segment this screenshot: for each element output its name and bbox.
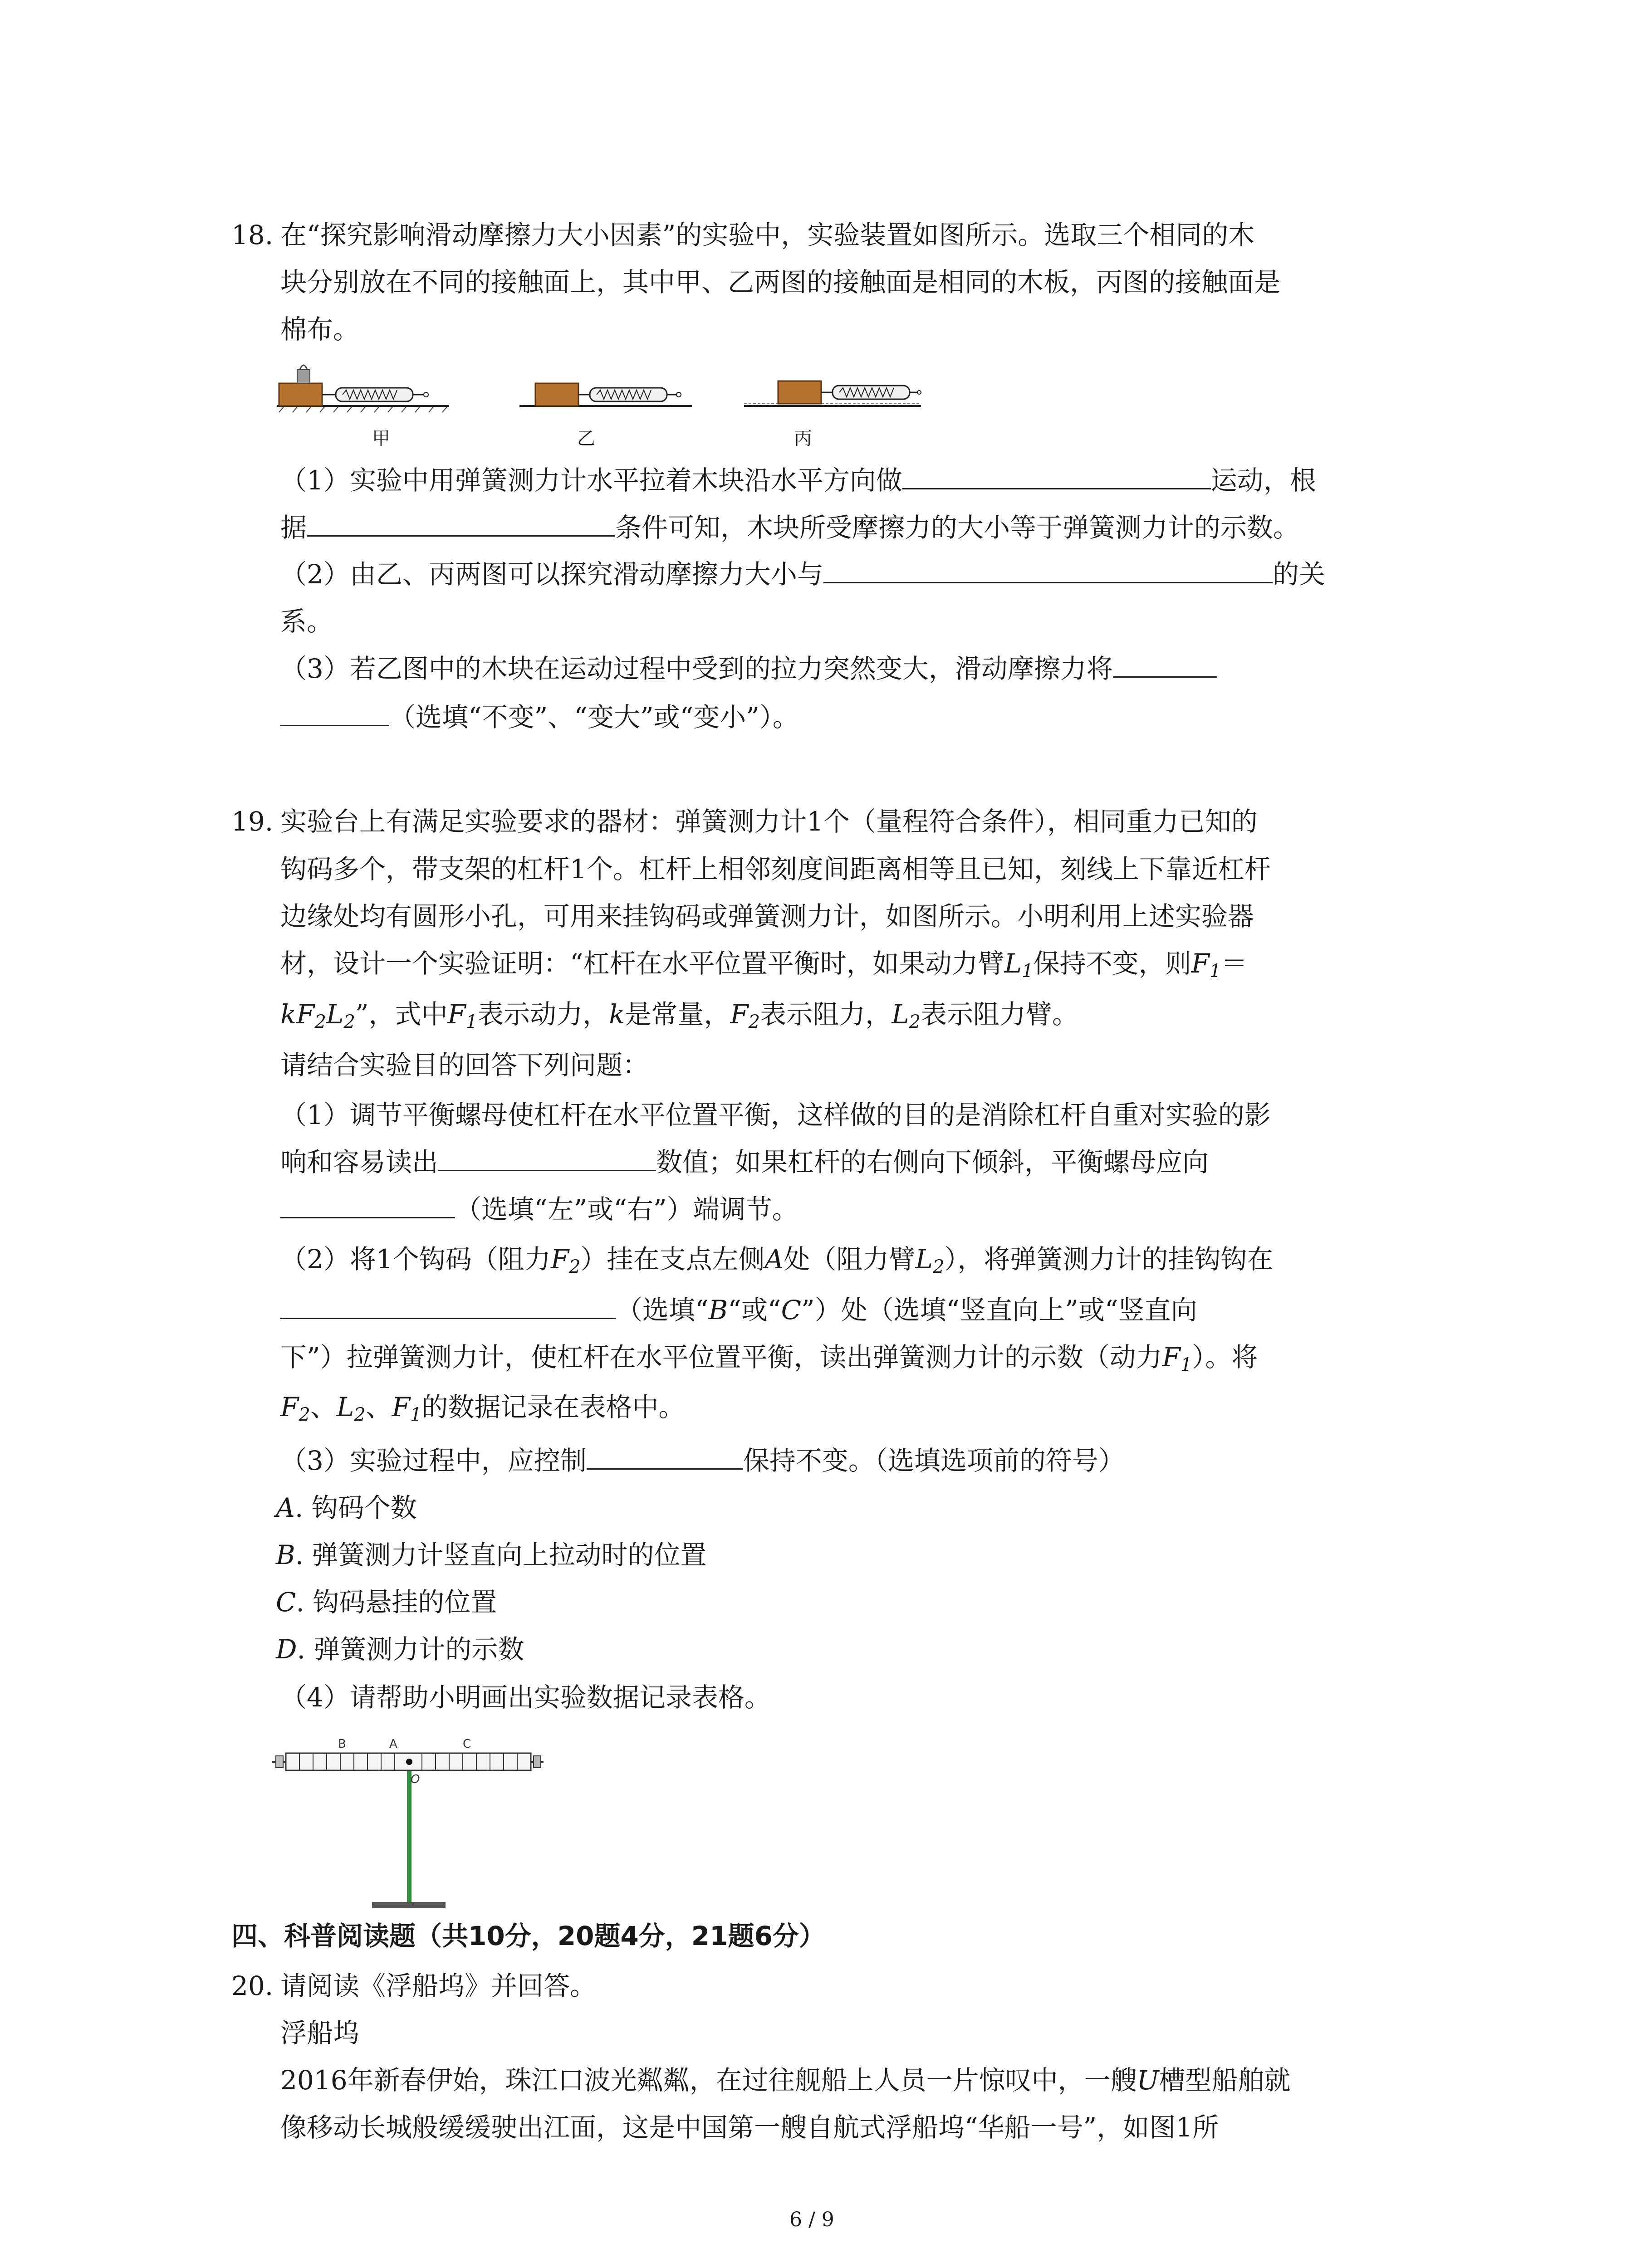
q19-line4-text-a: 材，设计一个实验证明：“杠杆在水平位置平衡时，如果动力臂 xyxy=(280,948,1004,979)
q19-sub1-line1: （1）调节平衡螺母使杠杆在水平位置平衡，这样做的目的是消除杠杆自重对实验的影 xyxy=(280,1100,1271,1130)
q19-sub2-line4 xyxy=(280,1391,685,1423)
comma: 、 xyxy=(310,1392,337,1422)
q19-sub2-text-f: “或“ xyxy=(728,1295,781,1325)
lever-label-c: C xyxy=(463,1737,471,1751)
figure-yi xyxy=(519,383,692,406)
q19-blank-2[interactable] xyxy=(280,1195,455,1218)
q19-sub3-text-b: 保持不变。（选填选项前的符号） xyxy=(743,1445,1125,1476)
q19-number: 19. xyxy=(231,806,274,837)
q19-sub1-text-d: （选填“左”或“右”）端调节。 xyxy=(455,1194,798,1225)
q19-line4-text-c: ＝ xyxy=(1221,948,1248,979)
q18-blank-3[interactable] xyxy=(823,560,1273,583)
balance-nut-left xyxy=(276,1756,283,1768)
symbol-L2: $L_2$ xyxy=(915,1244,945,1277)
stand-base xyxy=(372,1902,446,1908)
q19-sub2-line3 xyxy=(280,1341,1258,1374)
point-B: B xyxy=(708,1295,728,1325)
q19-sub2-text-d: ），将弹簧测力计的挂钩钩在 xyxy=(944,1244,1274,1275)
q19-option-c[interactable] xyxy=(276,1586,497,1618)
q19-line5-text-a: ”，式中 xyxy=(355,999,448,1030)
q19-intro: 请结合实验目的回答下列问题： xyxy=(280,1050,649,1080)
q18-part3-text-b: （选填“不变”、“变大”或“变小”）。 xyxy=(389,702,799,733)
figure-label-jia: 甲 xyxy=(372,428,390,449)
option-letter: C xyxy=(276,1587,296,1618)
symbol-L2: $L_2$ xyxy=(892,999,921,1032)
q18-part1-line1 xyxy=(280,464,1316,497)
section-4-heading: 四、科普阅读题（共10分，20题4分，21题6分） xyxy=(231,1921,825,1951)
q18-blank-4a[interactable] xyxy=(1113,655,1217,678)
q19-blank-3[interactable] xyxy=(280,1296,616,1319)
q18-blank-4b[interactable] xyxy=(280,703,389,726)
figure-label-bing: 丙 xyxy=(794,428,812,449)
q19-sub2-text-j: 的数据记录在表格中。 xyxy=(421,1392,685,1422)
formula-kF2L2: $kF_2L_2$ xyxy=(280,999,355,1032)
q19-blank-4[interactable] xyxy=(587,1447,743,1470)
q19-sub2-text-b: ）挂在支点左侧 xyxy=(580,1244,765,1275)
q19-sub2-line1 xyxy=(280,1243,1273,1276)
symbol-F1: $F_1$ xyxy=(1162,1342,1192,1375)
q19-sub2-text-e: （选填“ xyxy=(616,1295,709,1325)
q18-part3-line1 xyxy=(280,652,1217,685)
lever-label-b: B xyxy=(338,1737,346,1751)
q20-number: 20. xyxy=(231,1970,274,2001)
q18-part2-line2: 系。 xyxy=(280,606,333,637)
q19-line5-text-e: 表示阻力臂。 xyxy=(921,999,1079,1030)
q18-part1-text-d: 条件可知，木块所受摩擦力的大小等于弹簧测力计的示数。 xyxy=(615,512,1300,543)
q20-line2 xyxy=(280,2064,1291,2097)
symbol-F2: $F_2$ xyxy=(280,1392,310,1425)
stand-pole xyxy=(407,1767,411,1903)
q19-sub2-text-h: 下”）拉弹簧测力计，使杠杆在水平位置平衡，读出弹簧测力计的示数（动力 xyxy=(280,1342,1162,1373)
q19-sub1-text-c: 数值；如果杠杆的右侧向下倾斜，平衡螺母应向 xyxy=(656,1147,1209,1178)
q18-stem-line2: 块分别放在不同的接触面上，其中甲、乙两图的接触面是相同的木板，丙图的接触面是 xyxy=(280,267,1281,298)
q18-part1-text-b: 运动，根 xyxy=(1210,465,1316,496)
option-letter: B xyxy=(276,1540,295,1570)
q18-part3-text-a: （3）若乙图中的木块在运动过程中受到的拉力突然变大，滑动摩擦力将 xyxy=(280,653,1113,684)
symbol-F2: $F_2$ xyxy=(550,1244,581,1277)
q19-sub4: （4）请帮助小明画出实验数据记录表格。 xyxy=(280,1682,771,1713)
q18-part3-line2 xyxy=(280,701,799,733)
point-C: C xyxy=(781,1295,801,1325)
symbol-U: U xyxy=(1136,2065,1159,2096)
option-text: . 钩码悬挂的位置 xyxy=(296,1587,497,1618)
q19-stem-line1: 实验台上有满足实验要求的器材：弹簧测力计1个（量程符合条件），相同重力已知的 xyxy=(280,806,1258,837)
q18-part2-text-b: 的关 xyxy=(1272,559,1325,590)
symbol-F2: $F_2$ xyxy=(730,999,760,1032)
q19-line5-text-d: 表示阻力， xyxy=(760,999,892,1030)
q18-friction-figure xyxy=(274,356,923,415)
lever-label-a: A xyxy=(389,1737,397,1751)
q20-line1: 请阅读《浮船坞》并回答。 xyxy=(280,1970,597,2001)
point-A: A xyxy=(764,1244,784,1275)
q19-sub2-text-g: ”）处（选填“竖直向上”或“竖直向 xyxy=(801,1295,1197,1325)
q20-line3: 像移动长城般缓缓驶出江面，这是中国第一艘自航式浮船坞“华船一号”，如图1所 xyxy=(280,2112,1219,2143)
option-letter: D xyxy=(276,1634,297,1665)
lever-label-o: O xyxy=(411,1773,420,1786)
q19-blank-1[interactable] xyxy=(438,1148,656,1171)
option-text: . 弹簧测力计的示数 xyxy=(297,1634,524,1665)
option-text: . 弹簧测力计竖直向上拉动时的位置 xyxy=(295,1540,707,1570)
q19-stem-line4 xyxy=(280,947,1247,980)
q19-line5-text-c: 是常量， xyxy=(625,999,730,1030)
q19-stem-line3: 边缘处均有圆形小孔，可用来挂钩码或弹簧测力计，如图所示。小明利用上述实验器 xyxy=(280,901,1254,932)
pivot-point xyxy=(406,1759,412,1765)
q19-sub2-text-c: 处（阻力臂 xyxy=(784,1244,916,1275)
symbol-L1: $L_1$ xyxy=(1004,948,1034,982)
q18-blank-1[interactable] xyxy=(902,466,1211,489)
q19-sub1-line2 xyxy=(280,1146,1209,1178)
symbol-F1: $F_1$ xyxy=(447,999,478,1032)
q19-sub3-line1 xyxy=(280,1444,1125,1477)
q19-stem-line2: 钩码多个，带支架的杠杆1个。杠杆上相邻刻度间距离相等且已知，刻线上下靠近杠杆 xyxy=(280,854,1271,885)
option-letter: A xyxy=(276,1492,295,1523)
q19-line4-text-b: 保持不变，则 xyxy=(1033,948,1191,979)
figure-label-yi: 乙 xyxy=(577,428,595,449)
q19-option-d[interactable] xyxy=(276,1633,524,1666)
option-text: . 钩码个数 xyxy=(294,1492,417,1523)
q19-sub2-text-i: ）。将 xyxy=(1192,1342,1258,1373)
comma: 、 xyxy=(365,1392,392,1422)
q18-part1-line2 xyxy=(280,511,1299,544)
q18-blank-2[interactable] xyxy=(307,513,615,537)
q19-option-b[interactable] xyxy=(276,1539,707,1571)
symbol-k: k xyxy=(609,999,625,1030)
q18-part1-text-a: （1）实验中用弹簧测力计水平拉着木块沿水平方向做 xyxy=(280,465,902,496)
page-number: 6 / 9 xyxy=(789,2208,834,2231)
q20-line2-text-c: 槽型船舶就 xyxy=(1159,2065,1291,2096)
q18-part2-line1 xyxy=(280,558,1325,591)
symbol-F1: $F_1$ xyxy=(1191,948,1221,982)
balance-nut-right xyxy=(534,1756,541,1768)
q19-sub2-line2 xyxy=(280,1294,1197,1326)
symbol-F1: $F_1$ xyxy=(392,1392,422,1425)
q18-stem-line3: 棉布。 xyxy=(280,314,360,345)
q19-sub2-text-a: （2）将1个钩码（阻力 xyxy=(280,1244,551,1275)
q19-sub1-text-b: 响和容易读出 xyxy=(280,1147,439,1178)
symbol-L2: $L_2$ xyxy=(336,1392,366,1425)
q19-sub3-text-a: （3）实验过程中，应控制 xyxy=(280,1445,587,1476)
lever-figure xyxy=(272,1726,544,1916)
q18-part1-text-c: 据 xyxy=(280,512,307,543)
q18-number: 18. xyxy=(231,220,274,250)
figure-jia xyxy=(277,365,449,412)
q20-line2-text-a: 2016年新春伊始，珠江口波光粼粼，在过往舰船上人员一片惊叹中，一艘 xyxy=(280,2065,1137,2096)
q20-article-title: 浮船坞 xyxy=(280,2018,360,2048)
q18-stem-line1: 在“探究影响滑动摩擦力大小因素”的实验中，实验装置如图所示。选取三个相同的木 xyxy=(280,220,1255,250)
q19-sub1-line3 xyxy=(280,1193,798,1226)
q19-line5-text-b: 表示动力， xyxy=(477,999,609,1030)
q19-option-a[interactable] xyxy=(276,1491,417,1524)
q18-part2-text-a: （2）由乙、丙两图可以探究滑动摩擦力大小与 xyxy=(280,559,823,590)
figure-bing xyxy=(744,381,921,406)
q19-stem-line5 xyxy=(280,998,1078,1031)
